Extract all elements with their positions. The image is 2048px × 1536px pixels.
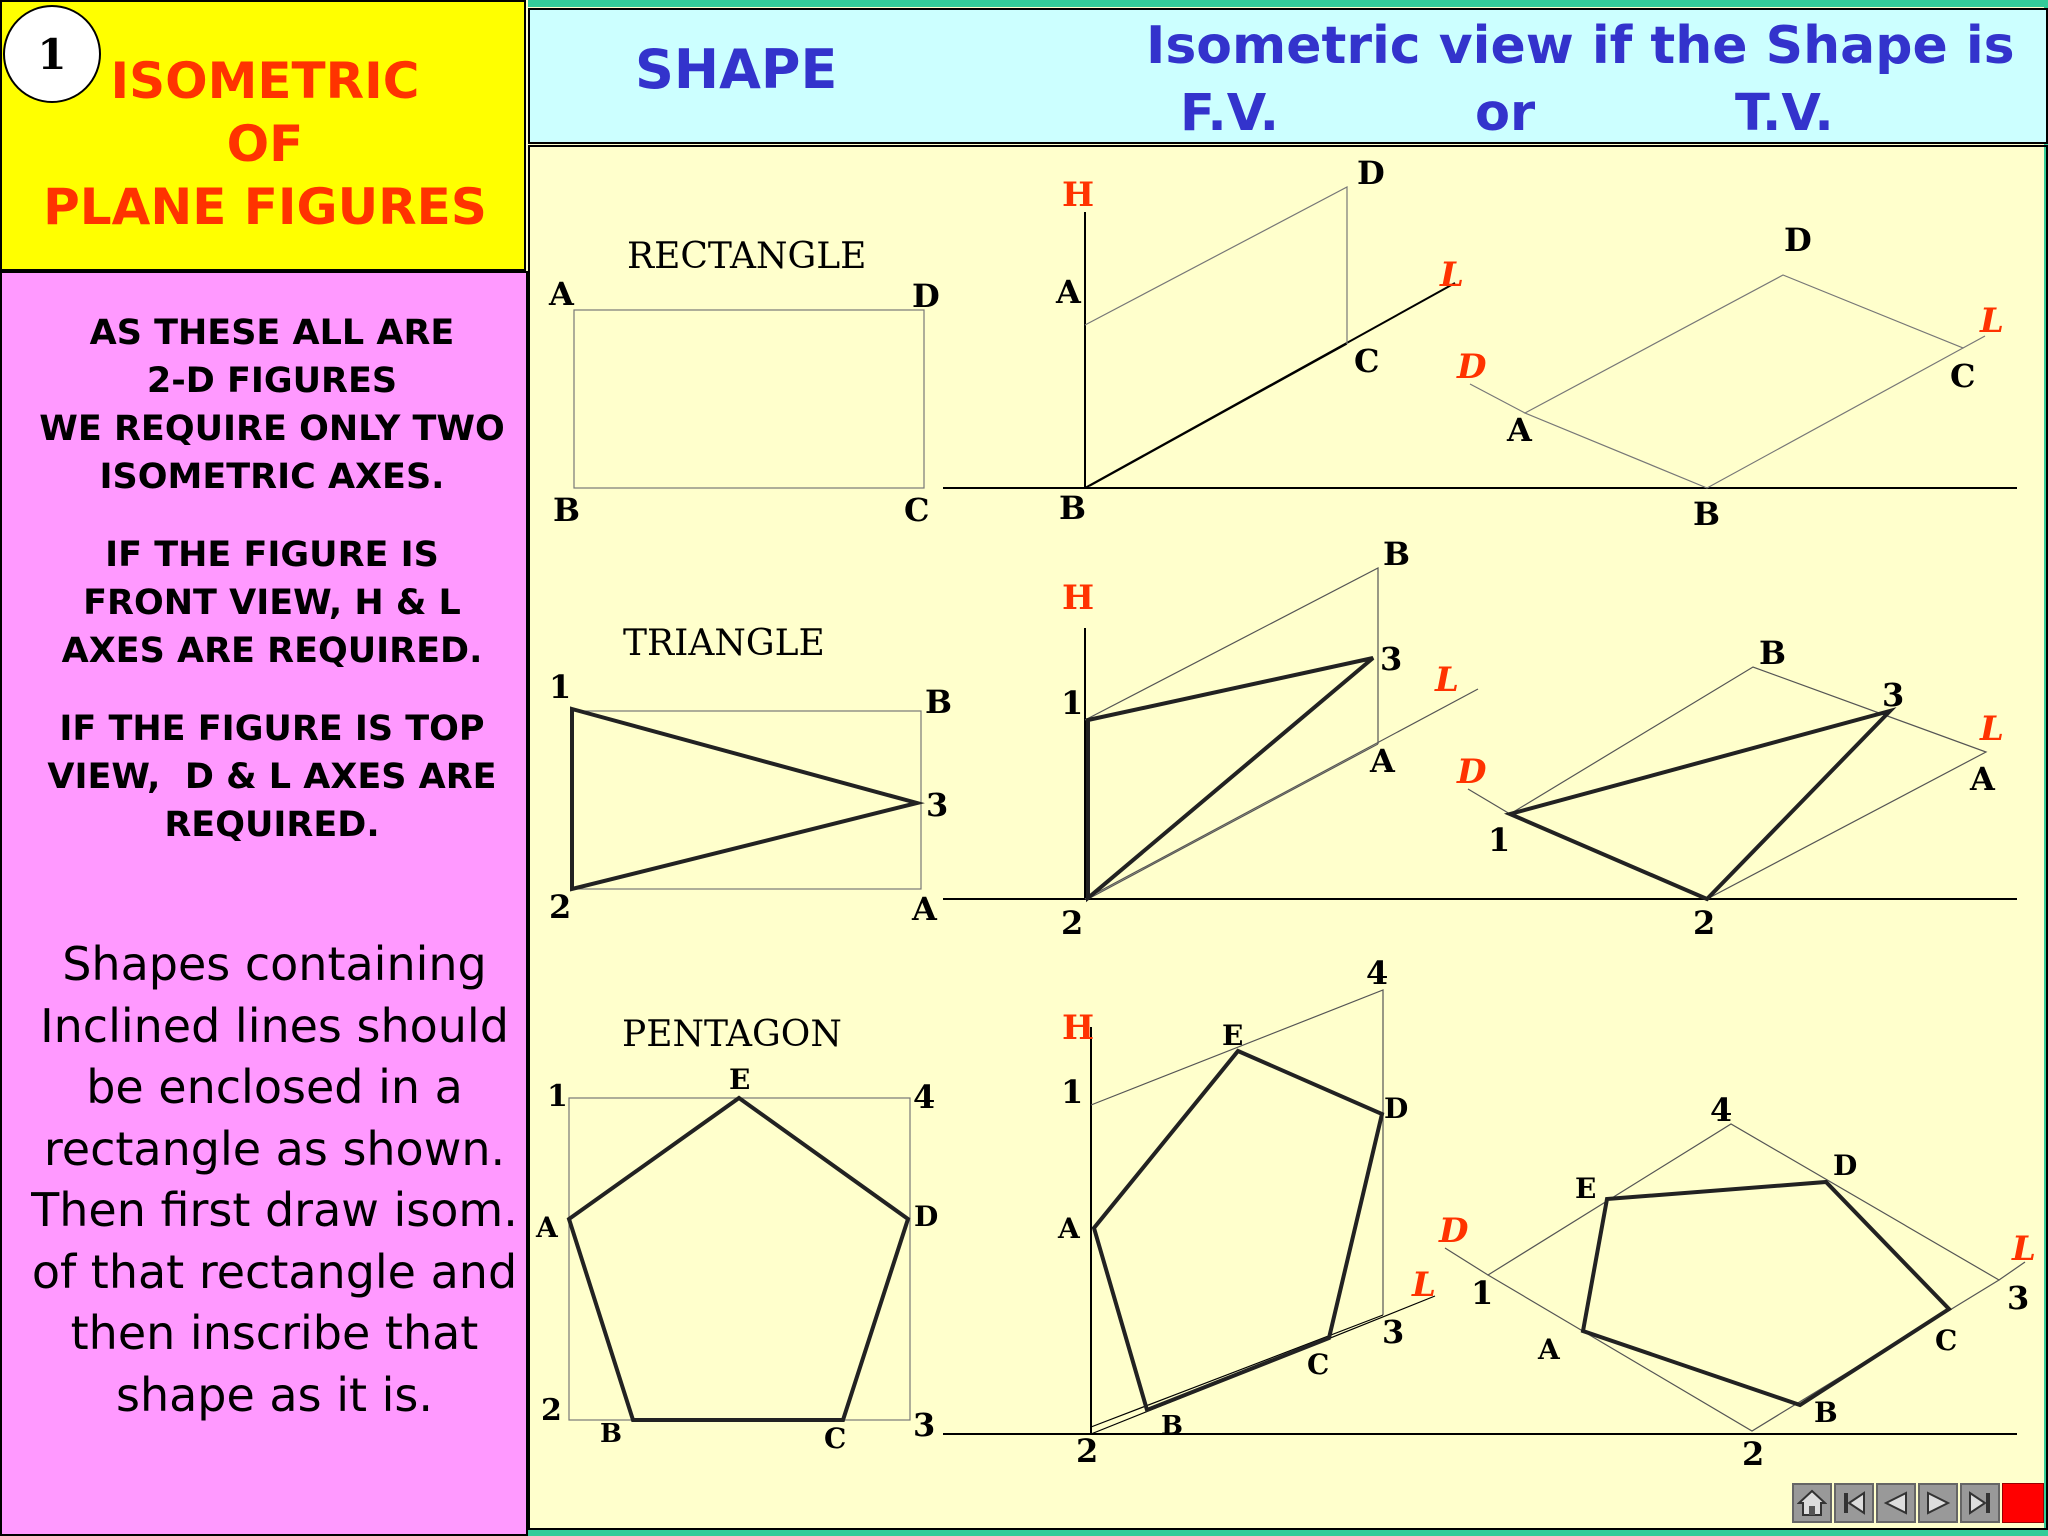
tv-tri-axis-d: D (1457, 752, 1487, 792)
shapes-note-line-6: of that rectangle and (31, 1244, 518, 1299)
pent-label-c: C (824, 1422, 847, 1455)
tv-pent-label-b: B (1814, 1396, 1838, 1429)
note-p1-line-4: ISOMETRIC AXES. (99, 457, 445, 497)
pent-label-e: E (729, 1063, 751, 1096)
tri-label-2: 2 (549, 888, 572, 926)
shapes-note-line-5: Then first draw isom. (31, 1183, 518, 1237)
end-show-button[interactable] (2002, 1483, 2044, 1523)
tv-pent-label-a: A (1538, 1333, 1560, 1366)
fv-pent-label-1: 1 (1061, 1073, 1084, 1111)
next-slide-button[interactable] (1918, 1483, 1958, 1523)
tv-pent-axis-d: D (1439, 1211, 1469, 1251)
fv-triangle (1088, 658, 1373, 898)
fv-rect-label-d: D (1357, 154, 1385, 192)
fv-pent-axis-l: L (1412, 1265, 1436, 1305)
fv-pent-label-a: A (1058, 1212, 1080, 1245)
fv-rect-outline (1085, 187, 1347, 344)
header-front-view: F.V. (1180, 84, 1279, 143)
tv-pent-label-4: 4 (1710, 1091, 1733, 1129)
fv-pent-label-4: 4 (1366, 954, 1389, 992)
rectangle-shape (574, 310, 924, 488)
rect-label-d: D (912, 277, 940, 315)
fv-tri-label-a: A (1370, 742, 1395, 780)
fv-rect-label-c: C (1354, 342, 1380, 380)
tv-d-axis-tri (1468, 789, 1510, 814)
triangle-enclosing-rect (571, 711, 921, 889)
tv-tri-label-a: A (1970, 760, 1995, 798)
next-slide-icon (1924, 1489, 1952, 1517)
shapes-note-line-7: then inscribe that (70, 1306, 479, 1360)
tv-pent-label-e: E (1575, 1172, 1597, 1205)
tri-label-3: 3 (926, 786, 949, 824)
fv-rect-edge-bc (1090, 344, 1347, 486)
note-p3-line-3: REQUIRED. (164, 805, 380, 845)
fv-pent-label-c: C (1307, 1348, 1330, 1381)
home-button[interactable] (1792, 1483, 1832, 1523)
last-slide-button[interactable] (1960, 1483, 2000, 1523)
rect-label-b: B (553, 491, 581, 529)
tv-tri-label-3: 3 (1882, 676, 1905, 714)
fv-pent-label-d: D (1384, 1092, 1409, 1125)
note-p2-line-2: FRONT VIEW, H & L (83, 583, 461, 623)
fv-tri-axis-h: H (1062, 578, 1095, 618)
first-slide-button[interactable] (1834, 1483, 1874, 1523)
row-triangle (571, 568, 2017, 899)
tv-triangle (1510, 711, 1890, 899)
previous-slide-icon (1882, 1489, 1910, 1517)
previous-slide-button[interactable] (1876, 1483, 1916, 1523)
tv-pent-label-3: 3 (2007, 1279, 2030, 1317)
tv-tri-label-1: 1 (1488, 821, 1511, 859)
fv-l-axis-rect (1085, 283, 1455, 488)
fv-rect-label-a: A (1056, 273, 1081, 311)
tv-d-axis-rect (1470, 384, 1525, 413)
tri-label-b: B (925, 683, 953, 721)
note-p2-line-3: AXES ARE REQUIRED. (61, 631, 483, 671)
header-isometric-view: Isometric view if the Shape is (1146, 16, 2015, 76)
title-line-2: OF (226, 115, 304, 173)
tv-pent-axis-l: L (2012, 1229, 2036, 1269)
tv-rect-label-c: C (1950, 357, 1976, 395)
pent-label-4: 4 (913, 1078, 936, 1116)
rect-label-c: C (904, 491, 930, 529)
fv-tri-label-b: B (1383, 535, 1411, 573)
tv-rect-label-a: A (1507, 411, 1532, 449)
rectangle-title: RECTANGLE (627, 236, 867, 277)
tv-rect-axis-d: D (1457, 347, 1487, 387)
shapes-note-line-3: be enclosed in a (86, 1060, 463, 1114)
header-or: or (1475, 84, 1536, 143)
fv-rect-axis-h: H (1062, 175, 1095, 215)
note-p3-line-1: IF THE FIGURE IS TOP (59, 709, 485, 749)
tv-rect-axis-l: L (1980, 301, 2004, 341)
pentagon-title: PENTAGON (622, 1014, 842, 1055)
note-p1-line-2: 2-D FIGURES (146, 361, 398, 401)
tv-d-axis-pent (1445, 1248, 1488, 1275)
home-icon (1797, 1489, 1827, 1517)
tv-pent-label-c: C (1935, 1324, 1958, 1357)
last-slide-icon (1966, 1489, 1994, 1517)
shapes-note-line-4: rectangle as shown. (43, 1121, 506, 1176)
first-slide-icon (1840, 1489, 1868, 1517)
pent-label-3: 3 (913, 1406, 936, 1444)
tv-pent-label-2: 2 (1742, 1435, 1765, 1473)
shapes-note-line-1: Shapes containing (62, 937, 487, 991)
fv-pent-label-2: 2 (1076, 1432, 1099, 1470)
row-pentagon (569, 990, 2025, 1434)
slide-number-badge: 1 (3, 5, 101, 103)
fv-l-axis-tri (1085, 689, 1478, 899)
slide-navigation (1792, 1483, 2044, 1523)
shapes-note-line-8: shape as it is. (115, 1367, 433, 1422)
tv-rect-label-d: D (1784, 221, 1812, 259)
pent-label-d: D (914, 1200, 939, 1233)
fv-pent-label-3: 3 (1382, 1313, 1405, 1351)
tv-pent-label-1: 1 (1471, 1274, 1494, 1312)
pentagon-shape (569, 1098, 908, 1420)
fv-tri-axis-l: L (1435, 660, 1459, 700)
fv-pent-label-b: B (1161, 1411, 1183, 1441)
fv-pentagon (1094, 1051, 1382, 1410)
note-p2-line-1: IF THE FIGURE IS (105, 535, 439, 575)
shapes-note-line-2: Inclined lines should (40, 998, 509, 1053)
rect-label-a: A (549, 275, 574, 313)
tv-tri-rect-outline (1510, 667, 1986, 899)
pent-label-a: A (536, 1211, 558, 1244)
tv-pent-label-d: D (1833, 1149, 1858, 1182)
triangle-shape (572, 709, 917, 889)
pent-label-2: 2 (541, 1393, 562, 1428)
note-p1-line-3: WE REQUIRE ONLY TWO (39, 409, 505, 449)
header-top-view: T.V. (1735, 84, 1834, 143)
tri-label-a: A (912, 890, 937, 928)
fv-pent-label-e: E (1222, 1019, 1244, 1052)
title-line-3: PLANE FIGURES (43, 178, 487, 236)
tv-rect-label-b: B (1693, 495, 1721, 533)
fv-tri-label-3: 3 (1380, 640, 1403, 678)
pent-label-b: B (600, 1419, 622, 1449)
fv-rect-label-b: B (1059, 489, 1087, 527)
tv-tri-axis-l: L (1980, 709, 2004, 749)
note-p1-line-1: AS THESE ALL ARE (89, 313, 455, 353)
note-p3-line-2: VIEW, D & L AXES ARE (47, 757, 497, 797)
fv-tri-rect-outline (1085, 568, 1378, 744)
fv-tri-label-1: 1 (1061, 684, 1084, 722)
pent-label-1: 1 (547, 1079, 568, 1114)
rectangle-labels (548, 154, 2004, 533)
tv-tri-label-2: 2 (1693, 904, 1716, 942)
fv-tri-label-2: 2 (1061, 904, 1084, 942)
triangle-title: TRIANGLE (623, 623, 825, 664)
fv-pent-axis-h: H (1062, 1008, 1095, 1048)
tv-rect-outline (1525, 275, 1963, 488)
fv-tri-edge-2a (1088, 744, 1378, 899)
header-shape: SHAPE (635, 38, 838, 101)
tv-pentagon (1583, 1182, 1949, 1405)
tri-label-1: 1 (549, 668, 572, 706)
title-line-1: ISOMETRIC (110, 52, 420, 110)
tv-tri-label-b: B (1759, 634, 1787, 672)
fv-rect-axis-l: L (1440, 255, 1464, 295)
